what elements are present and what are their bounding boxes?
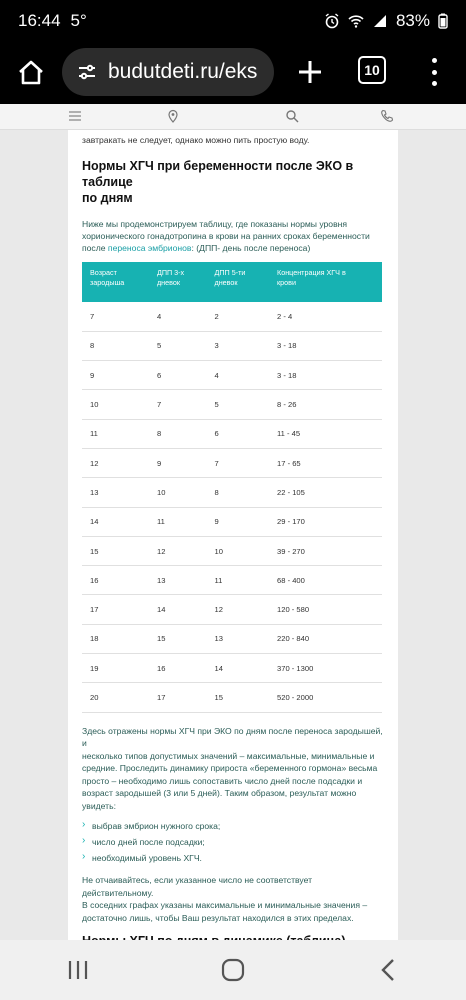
site-header bbox=[0, 104, 466, 130]
recents-button[interactable] bbox=[48, 950, 108, 990]
battery-level: 83% bbox=[395, 11, 430, 30]
table-cell: 17 bbox=[82, 595, 149, 624]
browser-toolbar bbox=[0, 42, 466, 104]
table-cell: 13 bbox=[149, 566, 207, 595]
back-button[interactable] bbox=[358, 950, 418, 990]
table-cell: 16 bbox=[82, 566, 149, 595]
table-cell: 120 - 580 bbox=[269, 595, 382, 624]
table-row bbox=[82, 624, 382, 653]
home-button[interactable] bbox=[4, 46, 58, 100]
table-row bbox=[82, 595, 382, 624]
table-cell: 6 bbox=[207, 419, 270, 448]
table-cell: 9 bbox=[149, 448, 207, 477]
table-cell: 4 bbox=[149, 302, 207, 331]
table-row bbox=[82, 390, 382, 419]
table-cell: 15 bbox=[149, 624, 207, 653]
table-cell: 20 bbox=[82, 683, 149, 712]
alarm-icon bbox=[324, 13, 340, 29]
table-cell: 10 bbox=[207, 536, 270, 565]
table-row bbox=[82, 566, 382, 595]
home-icon bbox=[16, 58, 46, 88]
table-row bbox=[82, 361, 382, 390]
location-pin-icon[interactable] bbox=[166, 109, 180, 123]
table-cell: 12 bbox=[207, 595, 270, 624]
heading-norms-table: Нормы ХГЧ при беременности после ЭКО в таблице по дням bbox=[82, 159, 354, 205]
tab-switcher-button[interactable] bbox=[358, 56, 386, 84]
list-item: › необходимый уровень ХГЧ. bbox=[82, 852, 384, 864]
table-header-row bbox=[82, 262, 382, 302]
tune-icon[interactable] bbox=[76, 61, 98, 83]
header-embryo-age: Возраст зародыша bbox=[82, 262, 149, 302]
reassurance-paragraph: Не отчаивайтесь, если указанное число не соответствует действительному. В соседних графах указаны максимальные и минимальные значения – достаточно лишь, чтобы Ваш результат находился в этих пределах. bbox=[82, 875, 368, 923]
table-cell: 7 bbox=[207, 448, 270, 477]
table-cell: 11 bbox=[82, 419, 149, 448]
table-cell: 68 - 400 bbox=[269, 566, 382, 595]
home-nav-button[interactable] bbox=[203, 950, 263, 990]
table-cell: 16 bbox=[149, 654, 207, 683]
recents-icon bbox=[66, 959, 90, 981]
table-row bbox=[82, 419, 382, 448]
status-temperature: 5° bbox=[70, 11, 87, 30]
table-cell: 22 - 105 bbox=[269, 478, 382, 507]
table-cell: 9 bbox=[82, 361, 149, 390]
table-cell: 13 bbox=[82, 478, 149, 507]
table-row bbox=[82, 654, 382, 683]
battery-icon bbox=[438, 13, 448, 29]
table-cell: 14 bbox=[207, 654, 270, 683]
table-cell: 11 - 45 bbox=[269, 419, 382, 448]
url-text: budutdeti.ru/eks bbox=[108, 60, 258, 83]
table-cell: 6 bbox=[149, 361, 207, 390]
table-cell: 11 bbox=[149, 507, 207, 536]
table-cell: 15 bbox=[207, 683, 270, 712]
table-row bbox=[82, 683, 382, 712]
table-cell: 7 bbox=[82, 302, 149, 331]
menu-dots-icon[interactable] bbox=[424, 54, 444, 90]
table-cell: 220 - 840 bbox=[269, 624, 382, 653]
bullet-list bbox=[82, 820, 384, 864]
web-page bbox=[0, 104, 466, 940]
table-cell: 39 - 270 bbox=[269, 536, 382, 565]
table-cell: 2 - 4 bbox=[269, 302, 382, 331]
table-cell: 3 - 18 bbox=[269, 331, 382, 360]
list-item: › число дней после подсадки; bbox=[82, 836, 384, 848]
signal-icon bbox=[372, 13, 388, 29]
header-dpp-3day: ДПП 3-х дневок bbox=[149, 262, 207, 302]
table-cell: 520 - 2000 bbox=[269, 683, 382, 712]
header-hcg-concentration: Концентрация ХГЧ в крови bbox=[269, 262, 382, 302]
home-circle-icon bbox=[221, 958, 245, 982]
table-cell: 18 bbox=[82, 624, 149, 653]
list-item: › выбрав эмбрион нужного срока; bbox=[82, 820, 384, 832]
table-row bbox=[82, 536, 382, 565]
explanation-paragraph: Здесь отражены нормы ХГЧ при ЭКО по дням после переноса зародышей, и несколько типов допустимых значений – максимальные, минимальные и средние. Проследить динамику прироста «беременного гормона» весьма просто – необходимо лишь сопоставить число дней после подсадки и возраст зародышей (3 или 5 дней). Таким образом, результат можно увидеть: bbox=[82, 725, 383, 811]
table-cell: 5 bbox=[149, 331, 207, 360]
search-icon[interactable] bbox=[285, 109, 299, 123]
intro-paragraph: Ниже мы продемонстрируем таблицу, где показаны нормы уровня хорионического гонадотропина в крови на ранних сроках беременности после переноса эмбрионов: (ДПП- день после переноса) bbox=[82, 219, 370, 253]
table-cell: 7 bbox=[149, 390, 207, 419]
table-cell: 12 bbox=[149, 536, 207, 565]
table-cell: 370 - 1300 bbox=[269, 654, 382, 683]
table-cell: 12 bbox=[82, 448, 149, 477]
status-time: 16:44 bbox=[18, 11, 61, 30]
phone-icon[interactable] bbox=[380, 109, 394, 123]
table-cell: 4 bbox=[207, 361, 270, 390]
table-cell: 29 - 170 bbox=[269, 507, 382, 536]
back-icon bbox=[380, 958, 396, 982]
hcg-norms-table bbox=[82, 262, 382, 713]
table-row bbox=[82, 331, 382, 360]
address-bar[interactable] bbox=[62, 48, 274, 96]
table-row bbox=[82, 478, 382, 507]
hamburger-icon[interactable] bbox=[68, 109, 82, 123]
table-cell: 10 bbox=[149, 478, 207, 507]
header-dpp-5day: ДПП 5-ти дневок bbox=[207, 262, 270, 302]
table-row bbox=[82, 507, 382, 536]
table-cell: 14 bbox=[149, 595, 207, 624]
table-row bbox=[82, 448, 382, 477]
article-body bbox=[68, 130, 398, 950]
table-row bbox=[82, 302, 382, 331]
table-cell: 8 bbox=[149, 419, 207, 448]
table-cell: 3 - 18 bbox=[269, 361, 382, 390]
table-cell: 9 bbox=[207, 507, 270, 536]
table-cell: 11 bbox=[207, 566, 270, 595]
system-nav-bar bbox=[0, 940, 466, 1000]
wifi-icon bbox=[348, 13, 364, 29]
table-cell: 10 bbox=[82, 390, 149, 419]
embryo-transfer-link[interactable]: переноса эмбрионов bbox=[107, 243, 192, 253]
table-cell: 8 bbox=[207, 478, 270, 507]
table-cell: 3 bbox=[207, 331, 270, 360]
new-tab-button[interactable] bbox=[290, 52, 330, 92]
article-text-top: завтракать не следует, однако можно пить простую воду. bbox=[82, 135, 310, 145]
tab-count: 10 bbox=[364, 62, 380, 78]
table-cell: 8 - 26 bbox=[269, 390, 382, 419]
plus-icon bbox=[297, 59, 323, 85]
status-bar bbox=[0, 0, 466, 42]
table-cell: 17 - 65 bbox=[269, 448, 382, 477]
table-cell: 14 bbox=[82, 507, 149, 536]
table-cell: 17 bbox=[149, 683, 207, 712]
table-cell: 19 bbox=[82, 654, 149, 683]
table-cell: 2 bbox=[207, 302, 270, 331]
table-cell: 5 bbox=[207, 390, 270, 419]
table-cell: 15 bbox=[82, 536, 149, 565]
table-cell: 8 bbox=[82, 331, 149, 360]
table-cell: 13 bbox=[207, 624, 270, 653]
